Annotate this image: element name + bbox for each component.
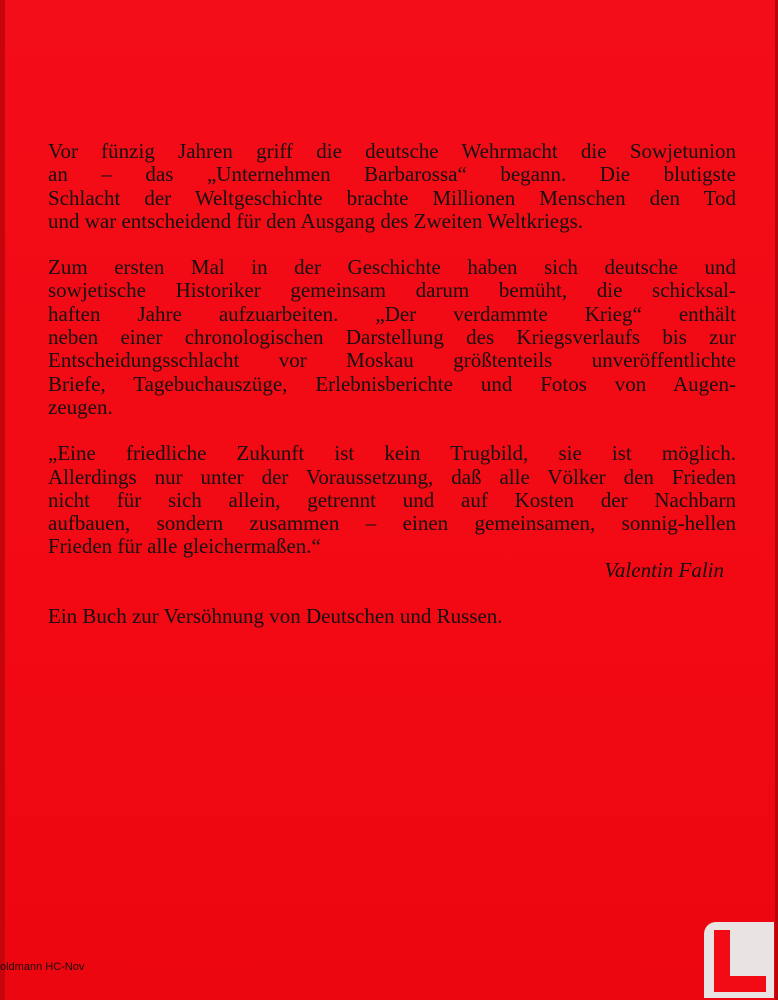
- blurb-text: [48, 140, 736, 628]
- cover-left-edge: [0, 0, 5, 1000]
- text-line: Zum ersten Mal in der Geschichte haben sich deutsche und: [48, 255, 736, 280]
- text-line: an – das „Unternehmen Barbarossa“ begann. Die blutigste: [48, 162, 736, 187]
- text-line: haften Jahre aufzuarbeiten. „Der verdammte Krieg“ enthält: [48, 301, 736, 326]
- quote-line: aufbauen, sondern zusammen – einen gemeinsamen, sonnig-hellen: [48, 511, 736, 536]
- text-line: sowjetische Historiker gemeinsam darum bemüht, die schicksal-: [48, 278, 736, 303]
- text-line: Vor fünzig Jahren griff die deutsche Wehrmacht die Sowjetunion: [48, 139, 736, 163]
- paragraph-quote: [48, 442, 736, 582]
- text-line: Briefe, Tagebuchauszüge, Erlebnisberichte und Fotos von Augen-: [48, 371, 736, 396]
- text-line: Entscheidungsschlacht vor Moskau größtenteils unveröffentlichte: [48, 348, 736, 373]
- quote-line: nicht für sich allein, getrennt und auf Kosten der Nachbarn: [48, 487, 736, 512]
- closing-line: Ein Buch zur Versöhnung von Deutschen und Russen.: [48, 604, 503, 629]
- quote-line: Frieden für alle gleichermaßen.“: [48, 534, 321, 559]
- text-line: neben einer chronologischen Darstellung des Kriegsverlaufs bis zur: [48, 325, 736, 350]
- l-logo-icon: [704, 922, 774, 998]
- quote-line: „Eine friedliche Zukunft ist kein Trugbild, sie ist möglich.: [48, 441, 736, 466]
- text-line: Schlacht der Weltgeschichte brachte Millionen Menschen den Tod: [48, 185, 736, 210]
- paragraph-historians: [48, 256, 736, 419]
- text-line: und war entscheidend für den Ausgang des Zweiten Weltkriegs.: [48, 208, 584, 233]
- quote-signature: Valentin Falin: [604, 557, 724, 582]
- logo-letter-mark: [714, 930, 766, 992]
- publisher-note: oldmann HC-Nov: [0, 961, 85, 973]
- paragraph-intro: [48, 140, 736, 233]
- logo-letter-foot: [714, 976, 766, 992]
- quote-line: Allerdings nur unter der Voraussetzung, daß alle Völker den Frieden: [48, 464, 736, 489]
- text-line: zeugen.: [48, 394, 113, 419]
